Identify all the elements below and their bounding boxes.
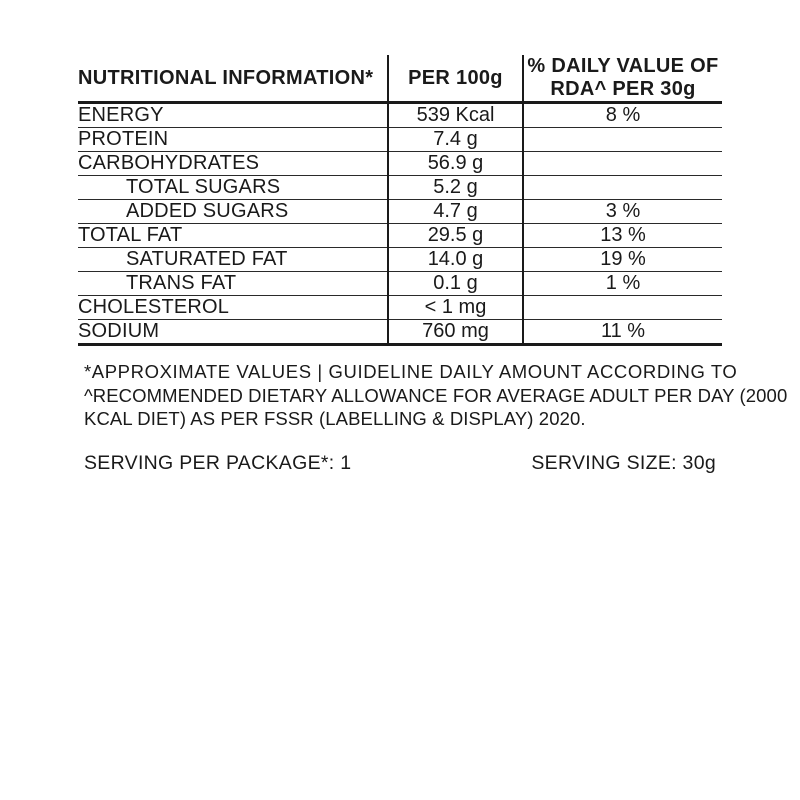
- table-row: [78, 320, 722, 345]
- row-label: TRANS FAT: [78, 272, 388, 296]
- row-label: ADDED SUGARS: [78, 200, 388, 224]
- row-label: TOTAL FAT: [78, 224, 388, 248]
- row-rda: 13 %: [523, 224, 722, 248]
- header-daily-value-line2: RDA^ PER 30g: [550, 78, 696, 101]
- row-label: SATURATED FAT: [78, 248, 388, 272]
- serving-info: [78, 452, 722, 475]
- row-rda: 3 %: [523, 200, 722, 224]
- row-rda: 19 %: [523, 248, 722, 272]
- row-per100g: 539 Kcal: [388, 103, 523, 128]
- row-label: CARBOHYDRATES: [78, 152, 388, 176]
- row-rda: 11 %: [523, 320, 722, 345]
- row-per100g: 7.4 g: [388, 128, 523, 152]
- row-per100g: 5.2 g: [388, 176, 523, 200]
- row-per100g: < 1 mg: [388, 296, 523, 320]
- row-label: CHOLESTEROL: [78, 296, 388, 320]
- table-header: [78, 55, 722, 103]
- nutrition-table: [78, 55, 722, 346]
- row-rda: [523, 296, 722, 320]
- table-row: [78, 176, 722, 200]
- table-row: [78, 248, 722, 272]
- header-daily-value: [523, 55, 722, 103]
- header-nutritional-information: NUTRITIONAL INFORMATION*: [78, 55, 388, 103]
- row-rda: [523, 176, 722, 200]
- row-rda: [523, 128, 722, 152]
- serving-per-package: SERVING PER PACKAGE*: 1: [84, 451, 352, 474]
- table-row: [78, 224, 722, 248]
- nutrition-label-content: [78, 55, 788, 475]
- table-header-row: [78, 55, 722, 103]
- row-per100g: 0.1 g: [388, 272, 523, 296]
- row-rda: 1 %: [523, 272, 722, 296]
- table-row: [78, 272, 722, 296]
- footnotes: [78, 360, 788, 429]
- row-per100g: 760 mg: [388, 320, 523, 345]
- row-label: TOTAL SUGARS: [78, 176, 388, 200]
- row-per100g: 4.7 g: [388, 200, 523, 224]
- table-row: [78, 128, 722, 152]
- footnote-line-2: ^RECOMMENDED DIETARY ALLOWANCE FOR AVERAGE ADULT PER DAY (2000: [84, 384, 788, 406]
- footnote-line-3: KCAL DIET) AS PER FSSR (LABELLING & DISPLAY) 2020.: [84, 407, 586, 429]
- table-row: [78, 152, 722, 176]
- row-label: PROTEIN: [78, 128, 388, 152]
- row-per100g: 56.9 g: [388, 152, 523, 176]
- row-per100g: 29.5 g: [388, 224, 523, 248]
- table-row: [78, 296, 722, 320]
- row-label: SODIUM: [78, 320, 388, 345]
- table-body: [78, 103, 722, 345]
- row-per100g: 14.0 g: [388, 248, 523, 272]
- row-rda: [523, 152, 722, 176]
- header-per-100g: PER 100g: [388, 55, 523, 103]
- header-daily-value-line1: % DAILY VALUE OF: [527, 55, 719, 77]
- serving-size: SERVING SIZE: 30g: [531, 451, 716, 474]
- row-rda: 8 %: [523, 103, 722, 128]
- row-label: ENERGY: [78, 103, 388, 128]
- table-row: [78, 103, 722, 128]
- footnote-line-1: *APPROXIMATE VALUES | GUIDELINE DAILY AMOUNT ACCORDING TO: [84, 361, 738, 383]
- table-row: [78, 200, 722, 224]
